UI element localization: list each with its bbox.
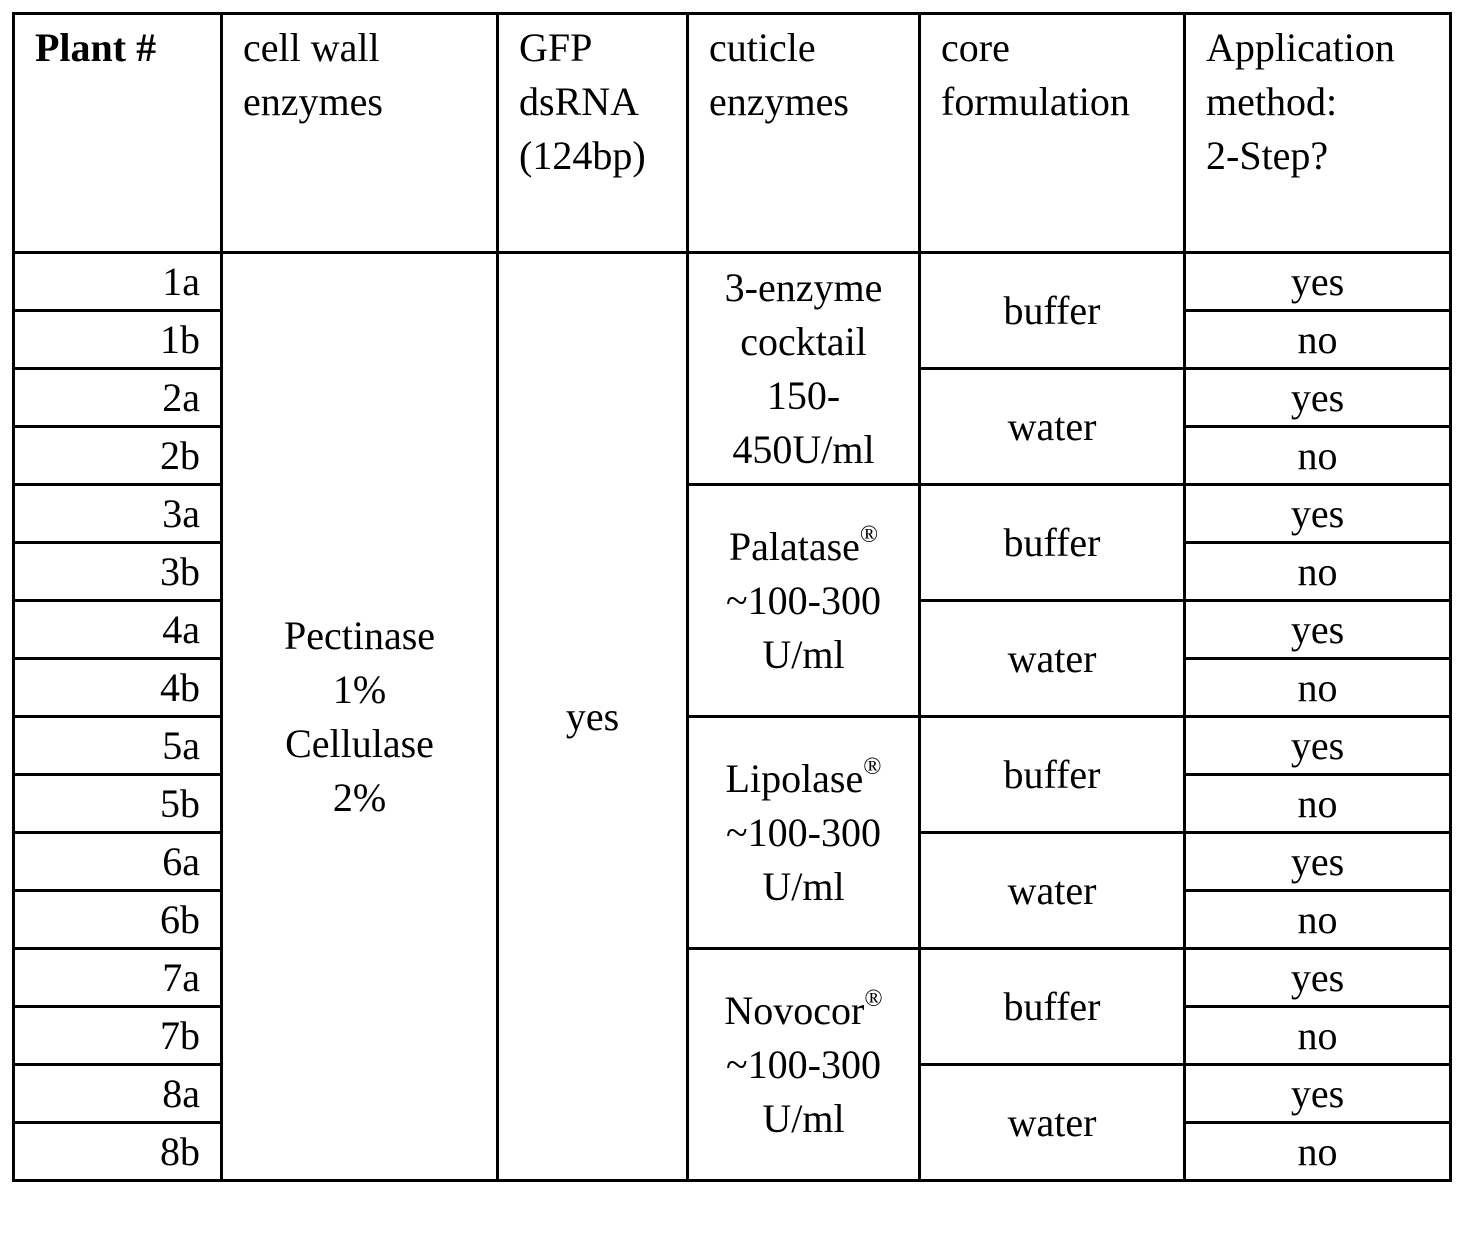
application-method: no [1185,775,1451,833]
cell-wall-enzymes [222,253,498,1181]
application-method: no [1185,1123,1451,1181]
core-formulation: buffer [920,949,1185,1065]
plant-id: 5a [14,717,222,775]
header-line: cuticle [709,21,918,75]
registered-mark: ® [864,986,882,1012]
application-method: yes [1185,601,1451,659]
plant-id: 7b [14,1007,222,1065]
column-header [688,14,920,253]
cuticle-line: cocktail [689,315,918,369]
header-line: cell wall [243,21,496,75]
cell-wall-line: 2% [223,771,496,825]
cuticle-enzyme [688,717,920,949]
application-method: no [1185,659,1451,717]
plant-id: 4b [14,659,222,717]
gfp-dsrna: yes [498,253,688,1181]
registered-mark: ® [860,522,878,548]
plant-id: 8a [14,1065,222,1123]
core-formulation: buffer [920,717,1185,833]
application-method: no [1185,543,1451,601]
application-method: yes [1185,253,1451,311]
header-line: 2-Step? [1206,129,1449,183]
cuticle-name-text: Palatase [729,524,860,569]
plant-id: 6b [14,891,222,949]
plant-id: 6a [14,833,222,891]
core-formulation: water [920,833,1185,949]
application-method: yes [1185,717,1451,775]
cell-wall-line: Pectinase [223,609,496,663]
plant-id: 1b [14,311,222,369]
plant-id: 2a [14,369,222,427]
core-formulation: water [920,1065,1185,1181]
cuticle-line: ~100-300 [689,806,918,860]
cuticle-enzyme [688,485,920,717]
registered-mark: ® [863,754,881,780]
header-line: formulation [941,75,1183,129]
cuticle-enzyme [688,253,920,485]
cuticle-name-text: 3-enzyme [725,265,883,310]
core-formulation: water [920,369,1185,485]
plant-id: 7a [14,949,222,1007]
core-formulation: buffer [920,485,1185,601]
column-header [14,14,222,253]
header-row [14,14,1451,253]
cuticle-name-text: Novocor [724,988,864,1033]
application-method: yes [1185,949,1451,1007]
header-line: method: [1206,75,1449,129]
cell-wall-line: 1% [223,663,496,717]
application-method: no [1185,1007,1451,1065]
plant-id: 4a [14,601,222,659]
cuticle-line: U/ml [689,1092,918,1146]
cell-wall-line: Cellulase [223,717,496,771]
header-line: enzymes [709,75,918,129]
column-header [920,14,1185,253]
cuticle-name-text: Lipolase [726,756,864,801]
cuticle-line: ~100-300 [689,574,918,628]
header-line: dsRNA [519,75,686,129]
column-header [498,14,688,253]
application-method: yes [1185,369,1451,427]
header-line: GFP [519,21,686,75]
cuticle-enzyme [688,949,920,1181]
application-method: yes [1185,1065,1451,1123]
header-line: core [941,21,1183,75]
experiment-table [12,12,1452,1182]
cuticle-line: U/ml [689,860,918,914]
plant-id: 5b [14,775,222,833]
plant-id: 2b [14,427,222,485]
cuticle-line: U/ml [689,628,918,682]
application-method: no [1185,427,1451,485]
application-method: no [1185,311,1451,369]
header-line: Application [1206,21,1449,75]
plant-id: 3a [14,485,222,543]
application-method: yes [1185,833,1451,891]
core-formulation: water [920,601,1185,717]
cuticle-name [689,984,918,1038]
core-formulation: buffer [920,253,1185,369]
cuticle-line: 450U/ml [689,423,918,477]
cuticle-name [689,752,918,806]
column-header [1185,14,1451,253]
cuticle-line: ~100-300 [689,1038,918,1092]
application-method: no [1185,891,1451,949]
table-row [14,253,1451,311]
plant-id: 1a [14,253,222,311]
header-line: Plant # [35,21,220,75]
cuticle-line: 150- [689,369,918,423]
plant-id: 8b [14,1123,222,1181]
application-method: yes [1185,485,1451,543]
column-header [222,14,498,253]
header-line: enzymes [243,75,496,129]
cuticle-name [689,261,918,315]
header-line: (124bp) [519,129,686,183]
plant-id: 3b [14,543,222,601]
cuticle-name [689,520,918,574]
